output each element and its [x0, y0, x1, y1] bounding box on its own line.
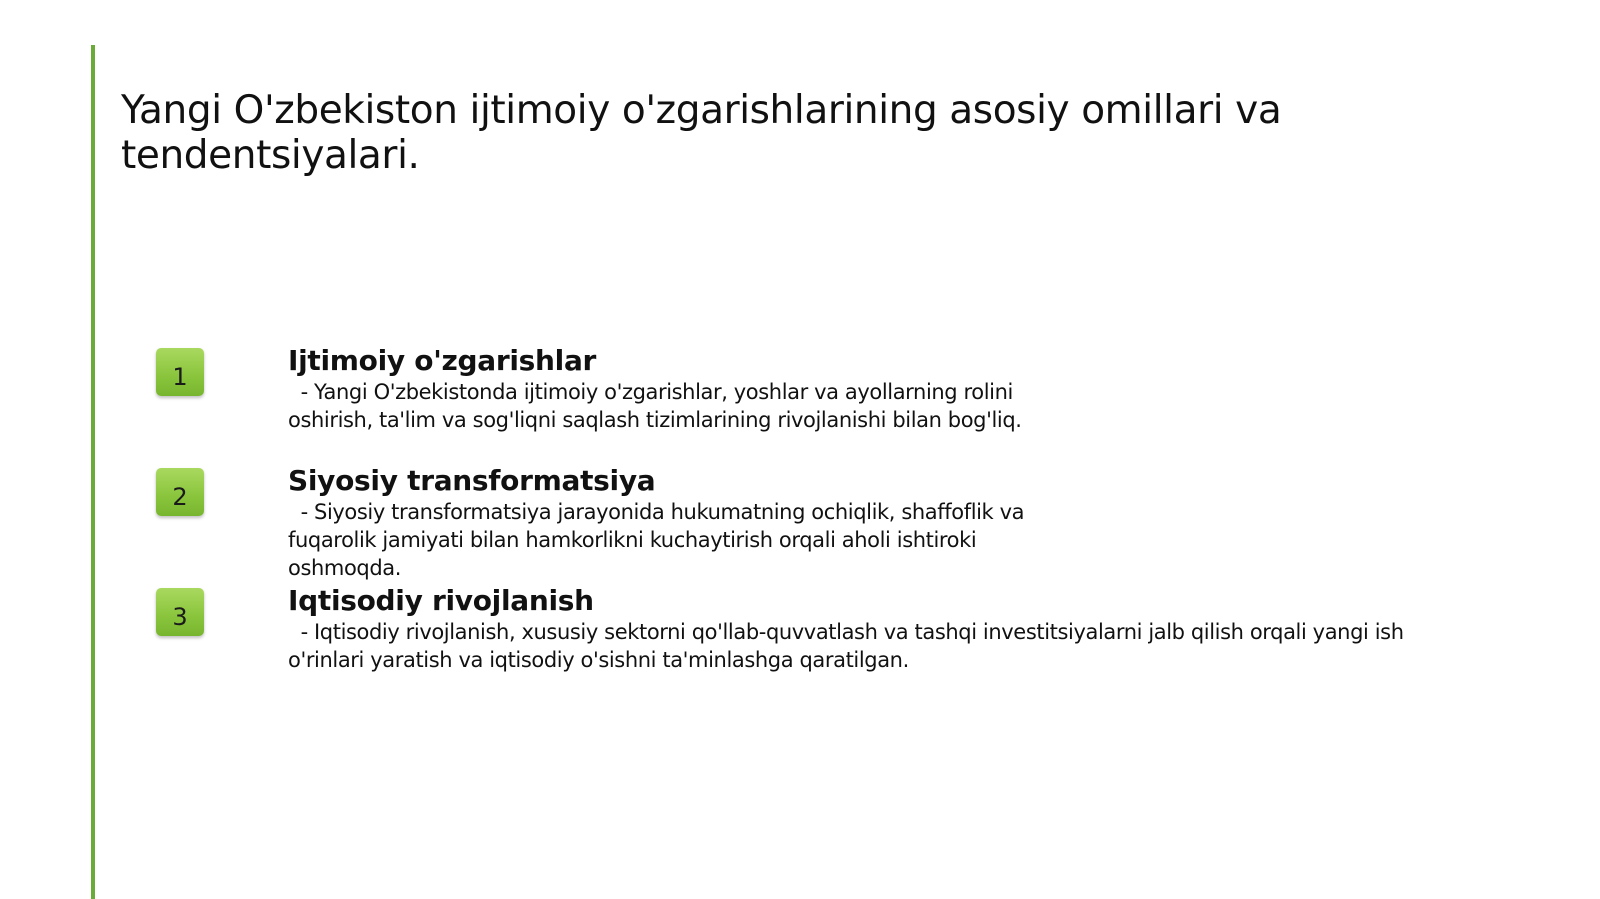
- number-badge-label: 1: [172, 363, 188, 391]
- number-badge-label: 3: [172, 603, 188, 631]
- list-item-text: [288, 344, 1468, 434]
- slide-title: Yangi O'zbekiston ijtimoiy o'zgarishlarining asosiy omillari va tendentsiyalari.: [121, 88, 1282, 178]
- list-item-heading: Iqtisodiy rivojlanish: [288, 584, 594, 617]
- list-item-heading: Ijtimoiy o'zgarishlar: [288, 344, 597, 377]
- number-badge: [156, 468, 204, 516]
- number-badge: [156, 348, 204, 396]
- list-item-body: - Siyosiy transformatsiya jarayonida hukumatning ochiqlik, shaffoflik va fuqarolik jamiyati bilan hamkorlikni kuchaytirish orqali aholi ishtiroki oshmoqda.: [288, 500, 1031, 580]
- list-item-body: - Yangi O'zbekistonda ijtimoiy o'zgarishlar, yoshlar va ayollarning rolini oshirish, ta'lim va sog'liqni saqlash tizimlarining rivojlanishi bilan bog'liq.: [288, 380, 1022, 432]
- accent-vertical-line: [91, 45, 95, 899]
- list-item-body: - Iqtisodiy rivojlanish, xususiy sektorni qo'llab-quvvatlash va tashqi investitsiyalarni jalb qilish orqali yangi ish o'rinlari yaratish va iqtisodiy o'sishni ta'minlashga qaratilgan.: [288, 620, 1410, 672]
- number-badge: [156, 588, 204, 636]
- list-item-text: [288, 584, 1468, 674]
- number-badge-label: 2: [172, 483, 188, 511]
- list-item-heading: Siyosiy transformatsiya: [288, 464, 656, 497]
- list-item-text: [288, 464, 1468, 582]
